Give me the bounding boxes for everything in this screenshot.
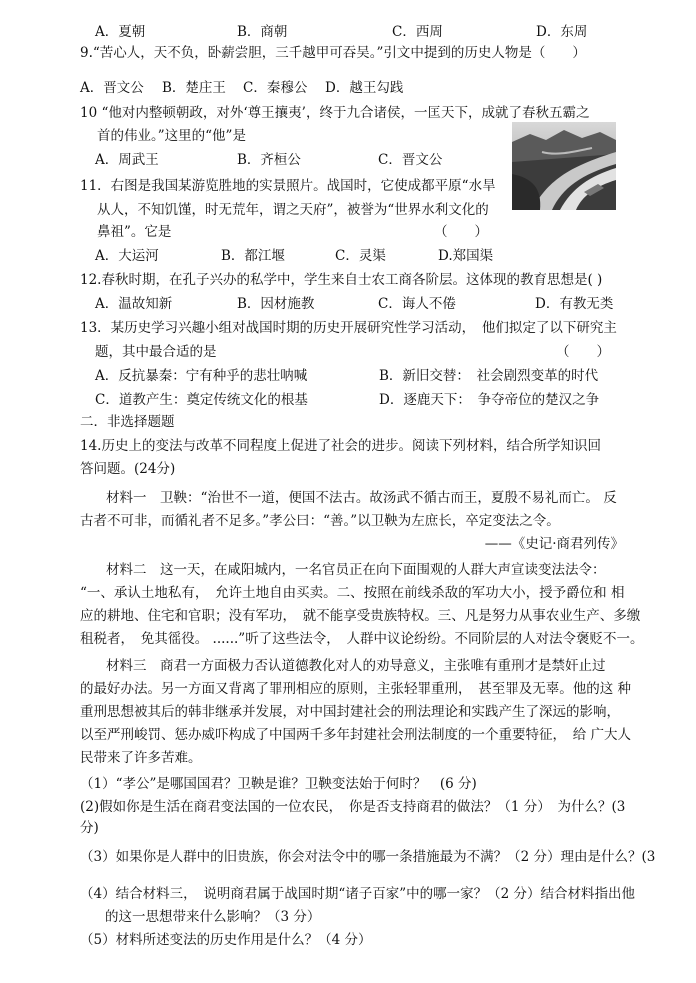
q11-option-b: B．都江堰	[221, 248, 285, 264]
q10-stem-line1: 10 “他对内整顿朝政，对外‘尊王攘夷’，终于九合诸侯，一匡天下，成就了春秋五霸之	[80, 105, 590, 121]
subquestion-3: （3）如果你是人群中的旧贵族，你会对法令中的哪一条措施最为不满？（2 分）理由是什么？(3	[80, 849, 656, 865]
q13-option-d: D．逐鹿天下： 争夺帝位的楚汉之争	[379, 392, 600, 408]
material2-line4: 租税者， 免其徭役。 ......”听了这些法令， 人群中议论纷纷。不同阶层的人对法令褒贬不一。	[80, 631, 644, 647]
q10-option-c: C．晋文公	[378, 152, 443, 168]
q11-stem-line2: 从人，不知饥馑，时无荒年，谓之天府”，被誉为“世界水利文化的	[97, 202, 489, 218]
q11-option-d: D.郑国渠	[438, 248, 494, 264]
material3-line2: 的最好办法。另一方面又背离了罪刑相应的原则，主张轻罪重刑， 甚至罪及无辜。他的这 种	[80, 681, 632, 697]
q11-option-a: A．大运河	[95, 248, 159, 264]
q8-option-c: C．西周	[392, 24, 443, 40]
q14-stem-line1: 14.历史上的变法与改革不同程度上促进了社会的进步。阅读下列材料，结合所学知识回	[80, 438, 601, 454]
q14-stem-line2: 答问题。(24分)	[80, 461, 176, 477]
q12-option-c: C．诲人不倦	[378, 296, 456, 312]
q12-stem: 12.春秋时期，在孔子兴办的私学中，学生来自士农工商各阶层。这体现的教育思想是( )	[80, 272, 603, 288]
q9-option-d: D．越王勾践	[325, 80, 404, 96]
q10-option-a: A．周武王	[95, 152, 159, 168]
q10-stem-line2: 首的伟业。”这里的“他”是	[97, 128, 246, 144]
q12-option-d: D．有教无类	[535, 296, 614, 312]
q8-option-b: B．商朝	[237, 24, 288, 40]
material1-source: ——《史记·商君列传》	[484, 536, 624, 552]
q9-option-b: B．楚庄王	[162, 80, 226, 96]
q11-option-c: C．灵渠	[335, 248, 386, 264]
subquestion-2-line2: 分)	[80, 820, 99, 836]
q8-option-a: A．夏朝	[95, 24, 146, 40]
material1-line2: 古者不可非，而循礼者不足多。”孝公曰：“善。”以卫鞅为左庶长，卒定变法之令。	[80, 513, 560, 529]
q11-answer-paren: （ ）	[434, 224, 488, 240]
subquestion-4-line1: （4）结合材料三， 说明商君属于战国时期“诸子百家”中的哪一家？（2 分）结合材料指出他	[80, 886, 636, 902]
material3-line1: 材料三 商君一方面极力否认道德教化对人的劝导意义，主张唯有重刑才是禁奸止过	[106, 658, 606, 674]
material3-line3: 重刑思想被其后的韩非继承并发展，对中国封建社会的刑法理论和实践产生了深远的影响，	[80, 704, 620, 720]
q8-option-d: D．东周	[536, 24, 588, 40]
dujiangyan-photo	[512, 122, 616, 210]
q13-option-a: A．反抗暴秦：宁有种乎的悲壮呐喊	[95, 368, 308, 384]
q13-stem-line1: 13．某历史学习兴趣小组对战国时期的历史开展研究性学习活动， 他们拟定了以下研究主	[80, 320, 617, 336]
subquestion-2-line1: (2)假如你是生活在商君变法国的一位农民， 你是否支持商君的做法？（1 分） 为什么？(3	[80, 799, 626, 815]
q13-stem-line2: 题，其中最合适的是	[95, 344, 217, 360]
q12-option-b: B．因材施教	[237, 296, 315, 312]
material1-line1: 材料一 卫鞅：“治世不一道，便国不法古。故汤武不循古而王，夏殷不易礼而亡。 反	[106, 490, 617, 506]
section-heading: 二．非选择题题	[80, 414, 175, 430]
material2-line2: “一、承认土地私有， 允许土地自由买卖。二、按照在前线杀敌的军功大小，授予爵位和 相	[80, 585, 625, 601]
q10-option-b: B．齐桓公	[237, 152, 301, 168]
material2-line1: 材料二 这一天，在咸阳城内，一名官员正在向下面围观的人群大声宣读变法法令：	[106, 562, 606, 578]
q13-answer-paren: （ ）	[556, 344, 610, 360]
material3-line4: 以至严刑峻罚、惩办威吓构成了中国两千多年封建社会刑法制度的一个重要特征， 给 广大人	[80, 727, 632, 743]
subquestion-4-line2: 的这一思想带来什么影响？（3 分）	[105, 909, 321, 925]
q9-option-c: C．秦穆公	[243, 80, 308, 96]
q13-option-c: C．道教产生：奠定传统文化的根基	[95, 392, 308, 408]
material2-line3: 应的耕地、住宅和官职；没有军功， 就不能享受贵族特权。三、凡是努力从事农业生产、多缴	[80, 608, 641, 624]
subquestion-1: （1）“孝公”是哪国国君？卫鞅是谁？卫鞅变法始于何时？ (6 分)	[80, 776, 477, 792]
q9-option-a: A．晋文公	[80, 80, 144, 96]
q11-stem-line1: 11．右图是我国某游览胜地的实景照片。战国时，它使成都平原“水旱	[80, 178, 496, 194]
q11-stem-line3: 鼻祖”。它是	[97, 224, 172, 240]
material3-line5: 民带来了许多苦难。	[80, 750, 202, 766]
q9-stem: 9.“苦心人，天不负，卧薪尝胆，三千越甲可吞吴。”引文中提到的历史人物是（ ）	[80, 45, 586, 61]
subquestion-5: （5）材料所述变法的历史作用是什么？（4 分）	[80, 932, 372, 948]
q13-option-b: B．新旧交替： 社会剧烈变革的时代	[379, 368, 599, 384]
q12-option-a: A．温故知新	[95, 296, 173, 312]
